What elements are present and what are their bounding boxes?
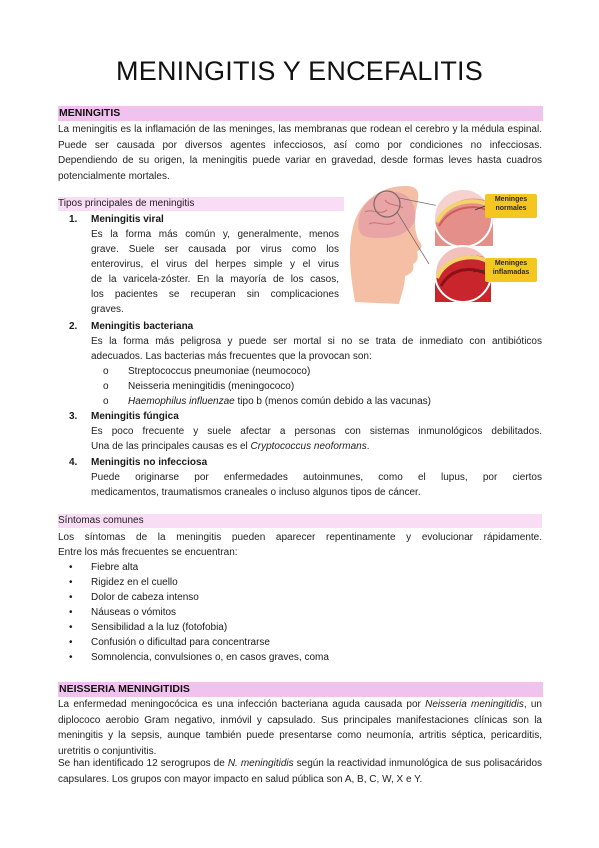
symptom-item: • Fiebre alta [69,562,139,573]
type-item-4-title: 4. Meningitis no infecciosa [69,457,208,468]
bacteria-list-item: o Streptococcus pneumoniae (neumococo) [103,366,311,377]
subheader-types-tail [338,197,344,211]
symptom-item: • Dolor de cabeza intenso [69,592,199,603]
symptom-item: • Confusión o dificultad para concentrarse [69,637,270,648]
section-header-neisseria: NEISSERIA MENINGITIDIS [58,682,543,697]
subheader-symptoms: Síntomas comunes [58,514,542,528]
neisseria-paragraph-1: La enfermedad meningocócica es una infección bacteriana aguda causada por Neisseria meningitidis, un diplococo aerobio Gram negativo, inmóvil y capsulado. Sus principales manifestaciones clínicas son la meningitis y la sepsis, aunque también puede presentarse como neumonía, artritis séptica, pericarditis, uretritis o conjuntivitis. [58,699,542,757]
symptom-item: • Rigidez en el cuello [69,577,178,588]
type-item-2-title: 2. Meningitis bacteriana [69,321,194,332]
bacteria-list-item: o Haemophilus influenzae tipo b (menos común debido a las vacunas) [103,396,431,407]
meningitis-intro: La meningitis es la inflamación de las meninges, las membranas que rodean el cerebro y la médula espinal. Puede ser causada por diversos agentes infecciosos, así como por condiciones no infecciosas. Dependiendo de su origen, la meningitis puede variar en gravedad, desde formas leves hasta cuadros potencialmente mortales. [58,124,542,182]
type-item-1-title: 1. Meningitis viral [69,214,164,225]
label-meninges-inflamadas: Meninges inflamadas [492,260,530,276]
page-title: MENINGITIS Y ENCEFALITIS [116,56,483,86]
symptom-item: • Somnolencia, convulsiones o, en casos graves, coma [69,652,329,663]
section-header-meningitis: MENINGITIS [58,106,543,121]
label-meninges-normales: Meninges normales [494,196,528,212]
symptom-item: • Náuseas o vómitos [69,607,177,618]
subheader-types: Tipos principales de meningitis [58,197,338,211]
bacteria-list-item: o Neisseria meningitidis (meningococo) [103,381,295,392]
type-item-3-title: 3. Meningitis fúngica [69,411,179,422]
document-page: MENINGITIS Y ENCEFALITIS MENINGITIS La meningitis es la inflamación de las meninges, las membranas que rodean el cerebro y la médula espinal. Puede ser causada por diversos agentes infecciosos, así como por condiciones no infecciosas. Dependiendo de su origen, la meningitis puede variar en gravedad, desde formas leves hasta cuadros potencialmente mortales. Tipos principales de meningitis Meninges normales Meninges inflamadas 1. Meningitis viral Es la forma más común y, generalmente, menos grave. Suele ser causada por virus como los enterovirus, el virus del herpes simple y el virus de la varicela-zóster. En la mayoría de los casos, los pacientes se recuperan sin complicaciones graves. 2. Meningitis bacteriana Es la forma más peligrosa y puede ser mortal si no se trata de inmediato con antibióticos adecuados. Las bacterias más frecuentes que la provocan son: o Streptococcus pneumoniae (neumococo) o Neisseria meningitidis (meningococo) o Haemophilus influenzae tipo b (menos común debido a las vacunas) 3. Meningitis fúngica Es poco frecuente y suele afectar a personas con sistemas inmunológicos debilitados. Una de las principales causas es el Cryptococcus neoformans. 4. Meningitis no infecciosa Puede originarse por enfermedades autoinmunes, como el lupus, por ciertos medicamentos, traumatismos craneales o incluso algunos tipos de cáncer. Síntomas comunes Los síntomas de la meningitis pueden aparecer repentinamente y evolucionar rápidamente. Entre los más frecuentes se encuentran: • Fiebre alta • Rigidez en el cuello • Dolor de cabeza intenso • Náuseas o vómitos • Sensibilidad a la luz (fotofobia) • Confusión o dificultad para concentrarse • Somnolencia, convulsiones o, en casos graves, coma NEISSERIA MENINGITIDIS La enfermedad meningocócica es una infección bacteriana aguda causada por Neisseria meningitidis, un diplococo aerobio Gram negativo, inmóvil y capsulado. Sus principales manifestaciones clínicas son la meningitis y la sepsis, aunque también puede presentarse como neumonía, artritis séptica, pericarditis, uretritis o conjuntivitis. Se han identificado 12 serogrupos de N. meningitidis según la reactividad inmunológica de sus polisacáridos capsulares. Los grupos con mayor impacto en salud pública son A, B, C, W, X e Y. [0,0,599,848]
neisseria-paragraph-2: Se han identificado 12 serogrupos de N. meningitidis según la reactividad inmunológica de sus polisacáridos capsulares. Los grupos con mayor impacto en salud pública son A, B, C, W, X e Y. [58,758,543,785]
symptoms-intro-1: Los síntomas de la meningitis pueden aparecer repentinamente y evolucionar rápidamente. [58,532,542,543]
symptoms-intro-2: Entre los más frecuentes se encuentran: [58,547,238,558]
symptom-item: • Sensibilidad a la luz (fotofobia) [69,622,228,633]
